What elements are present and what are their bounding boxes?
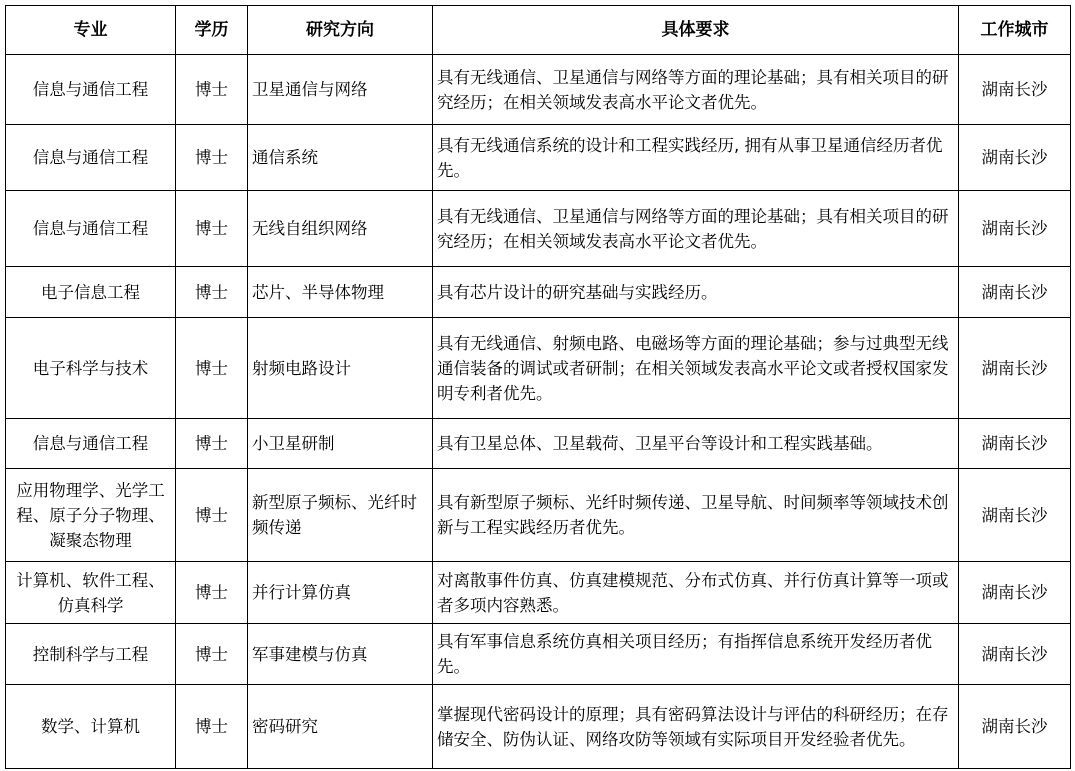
- cell-city: 湖南长沙: [959, 191, 1071, 267]
- table-row: [6, 624, 1071, 685]
- cell-degree: 博士: [176, 419, 248, 469]
- cell-major: 计算机、软件工程、仿真科学: [6, 562, 176, 624]
- cell-requirement: 具有军事信息系统仿真相关项目经历；有指挥信息系统开发经历者优先。: [433, 624, 959, 685]
- header-city: 工作城市: [959, 6, 1071, 55]
- cell-direction: 卫星通信与网络: [248, 55, 433, 125]
- cell-major: 电子信息工程: [6, 267, 176, 318]
- header-row: [6, 6, 1071, 55]
- cell-degree: 博士: [176, 685, 248, 769]
- cell-city: 湖南长沙: [959, 318, 1071, 419]
- cell-major: 信息与通信工程: [6, 419, 176, 469]
- header-degree: 学历: [176, 6, 248, 55]
- cell-requirement: 掌握现代密码设计的原理；具有密码算法设计与评估的科研经历；在存储安全、防伪认证、网络攻防等领域有实际项目开发经验者优先。: [433, 685, 959, 769]
- cell-major: 数学、计算机: [6, 685, 176, 769]
- header-requirement: 具体要求: [433, 6, 959, 55]
- cell-city: 湖南长沙: [959, 624, 1071, 685]
- cell-degree: 博士: [176, 55, 248, 125]
- cell-direction: 无线自组织网络: [248, 191, 433, 267]
- header-major: 专业: [6, 6, 176, 55]
- header-direction: 研究方向: [248, 6, 433, 55]
- cell-major: 信息与通信工程: [6, 191, 176, 267]
- table-row: [6, 562, 1071, 624]
- table-row: [6, 191, 1071, 267]
- cell-degree: 博士: [176, 624, 248, 685]
- cell-city: 湖南长沙: [959, 267, 1071, 318]
- cell-requirement: 具有卫星总体、卫星载荷、卫星平台等设计和工程实践基础。: [433, 419, 959, 469]
- cell-requirement: 具有无线通信系统的设计和工程实践经历, 拥有从事卫星通信经历者优先。: [433, 125, 959, 191]
- cell-direction: 军事建模与仿真: [248, 624, 433, 685]
- table-row: [6, 318, 1071, 419]
- cell-requirement: 对离散事件仿真、仿真建模规范、分布式仿真、并行仿真计算等一项或者多项内容熟悉。: [433, 562, 959, 624]
- cell-direction: 芯片、半导体物理: [248, 267, 433, 318]
- cell-degree: 博士: [176, 318, 248, 419]
- cell-direction: 并行计算仿真: [248, 562, 433, 624]
- cell-requirement: 具有无线通信、射频电路、电磁场等方面的理论基础；参与过典型无线通信装备的调试或者研制；在相关领域发表高水平论文或者授权国家发明专利者优先。: [433, 318, 959, 419]
- table-row: [6, 469, 1071, 562]
- cell-city: 湖南长沙: [959, 562, 1071, 624]
- cell-direction: 密码研究: [248, 685, 433, 769]
- cell-requirement: 具有无线通信、卫星通信与网络等方面的理论基础；具有相关项目的研究经历；在相关领域发表高水平论文者优先。: [433, 191, 959, 267]
- cell-direction: 射频电路设计: [248, 318, 433, 419]
- cell-major: 信息与通信工程: [6, 55, 176, 125]
- cell-major: 信息与通信工程: [6, 125, 176, 191]
- cell-city: 湖南长沙: [959, 125, 1071, 191]
- recruitment-table: [5, 5, 1071, 769]
- cell-city: 湖南长沙: [959, 685, 1071, 769]
- cell-degree: 博士: [176, 267, 248, 318]
- cell-direction: 小卫星研制: [248, 419, 433, 469]
- cell-city: 湖南长沙: [959, 55, 1071, 125]
- table-row: [6, 125, 1071, 191]
- cell-major: 应用物理学、光学工程、原子分子物理、凝聚态物理: [6, 469, 176, 562]
- table-row: [6, 419, 1071, 469]
- cell-requirement: 具有新型原子频标、光纤时频传递、卫星导航、时间频率等领域技术创新与工程实践经历者优先。: [433, 469, 959, 562]
- cell-degree: 博士: [176, 191, 248, 267]
- table-row: [6, 685, 1071, 769]
- cell-city: 湖南长沙: [959, 469, 1071, 562]
- cell-city: 湖南长沙: [959, 419, 1071, 469]
- cell-degree: 博士: [176, 562, 248, 624]
- cell-direction: 新型原子频标、光纤时频传递: [248, 469, 433, 562]
- table-row: [6, 55, 1071, 125]
- cell-major: 控制科学与工程: [6, 624, 176, 685]
- cell-degree: 博士: [176, 125, 248, 191]
- table-row: [6, 267, 1071, 318]
- cell-major: 电子科学与技术: [6, 318, 176, 419]
- cell-requirement: 具有芯片设计的研究基础与实践经历。: [433, 267, 959, 318]
- cell-degree: 博士: [176, 469, 248, 562]
- cell-direction: 通信系统: [248, 125, 433, 191]
- cell-requirement: 具有无线通信、卫星通信与网络等方面的理论基础；具有相关项目的研究经历；在相关领域发表高水平论文者优先。: [433, 55, 959, 125]
